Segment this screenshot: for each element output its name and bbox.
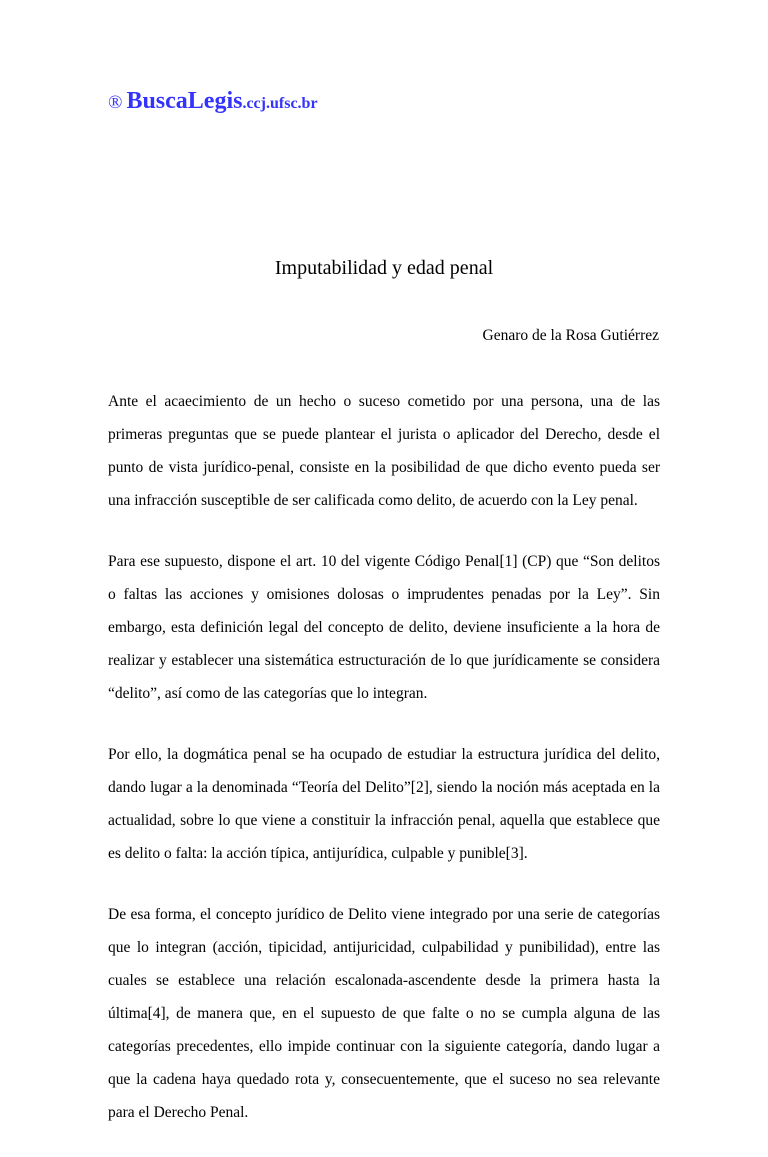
document-body bbox=[108, 385, 660, 1157]
brand-name: BuscaLegis bbox=[126, 88, 243, 114]
paragraph: Por ello, la dogmática penal se ha ocupado de estudiar la estructura jurídica del delito, dando lugar a la denominada “Teoría del Delito”[2], siendo la noción más aceptada en la actualidad, sobre lo que viene a constituir la infracción penal, aquella que establece que es delito o falta: la acción típica, antijurídica, culpable y punible[3]. bbox=[108, 746, 660, 862]
paragraph: Para ese supuesto, dispone el art. 10 del vigente Código Penal[1] (CP) que “Son delitos o faltas las acciones y omisiones dolosas o imprudentes penadas por la Ley”. Sin embargo, esta definición legal del concepto de delito, deviene insuficiente a la hora de realizar y establecer una sistemática estructuración de lo que jurídicamente se considera “delito”, así como de las categorías que lo integran. bbox=[108, 553, 660, 702]
author-name: Genaro de la Rosa Gutiérrez bbox=[482, 327, 659, 344]
paragraph: Ante el acaecimiento de un hecho o suceso cometido por una persona, una de las primeras preguntas que se puede plantear el jurista o aplicador del Derecho, desde el punto de vista jurídico-penal, consiste en la posibilidad de que dicho evento pueda ser una infracción susceptible de ser calificada como delito, de acuerdo con la Ley penal. bbox=[108, 393, 660, 509]
brand-domain: .ccj.ufsc.br bbox=[242, 95, 318, 112]
document-title: Imputabilidad y edad penal bbox=[274, 257, 494, 279]
paragraph: De esa forma, el concepto jurídico de Delito viene integrado por una serie de categorías que lo integran (acción, tipicidad, antijuricidad, culpabilidad y punibilidad), entre las cuales se establece una relación escalonada-ascendente desde la primera hasta la última[4], de manera que, en el supuesto de que falte o no se cumpla alguna de las categorías precedentes, ello impide continuar con la siguiente categoría, dando lugar a que la cadena haya quedado rota y, consecuentemente, que el suceso no sea relevante para el Derecho Penal. bbox=[108, 906, 660, 1121]
site-logo bbox=[108, 88, 318, 115]
registered-symbol: ® bbox=[108, 92, 123, 113]
